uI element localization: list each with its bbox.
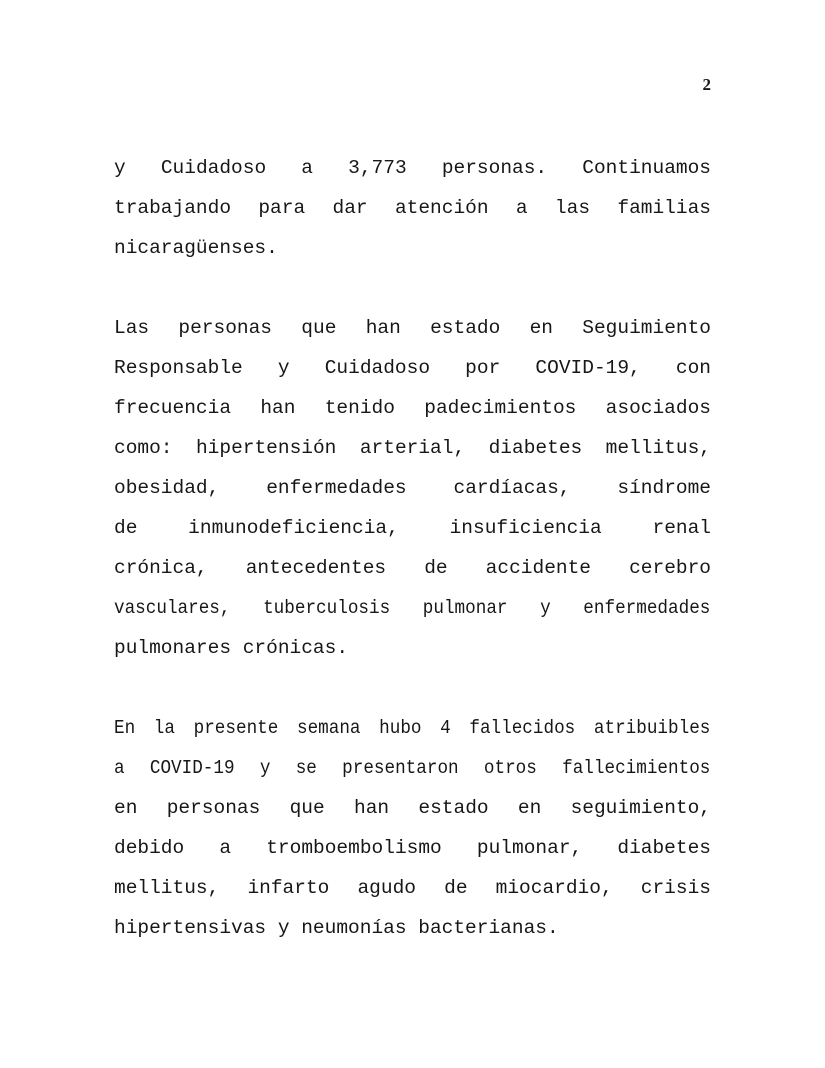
- text-line: debido a tromboembolismo pulmonar, diabetes: [114, 837, 711, 859]
- text-line: como: hipertensión arterial, diabetes mellitus,: [114, 437, 711, 459]
- text-line: En la presente semana hubo 4 fallecidos atribuibles: [114, 717, 711, 739]
- text-line: en personas que han estado en seguimiento,: [114, 797, 711, 819]
- text-line: pulmonares crónicas.: [114, 637, 349, 659]
- text-line: de inmunodeficiencia, insuficiencia renal: [114, 517, 711, 539]
- paragraph: [114, 148, 711, 268]
- text-line: a COVID-19 y se presentaron otros fallecimientos: [114, 757, 711, 779]
- text-line: frecuencia han tenido padecimientos asociados: [114, 397, 711, 419]
- paragraph: [114, 308, 711, 668]
- page-number: 2: [702, 75, 711, 94]
- paragraph: [114, 708, 711, 948]
- text-line: trabajando para dar atención a las familias: [114, 197, 711, 219]
- text-line: Las personas que han estado en Seguimiento: [114, 317, 711, 339]
- text-line: obesidad, enfermedades cardíacas, síndrome: [114, 477, 711, 499]
- text-line: nicaragüenses.: [114, 237, 278, 259]
- document-body: [114, 148, 711, 948]
- text-line: Responsable y Cuidadoso por COVID-19, con: [114, 357, 711, 379]
- text-line: vasculares, tuberculosis pulmonar y enfermedades: [114, 597, 711, 619]
- text-line: crónica, antecedentes de accidente cerebro: [114, 557, 711, 579]
- text-line: y Cuidadoso a 3,773 personas. Continuamos: [114, 157, 711, 179]
- text-line: hipertensivas y neumonías bacterianas.: [114, 917, 559, 939]
- text-line: mellitus, infarto agudo de miocardio, crisis: [114, 877, 711, 899]
